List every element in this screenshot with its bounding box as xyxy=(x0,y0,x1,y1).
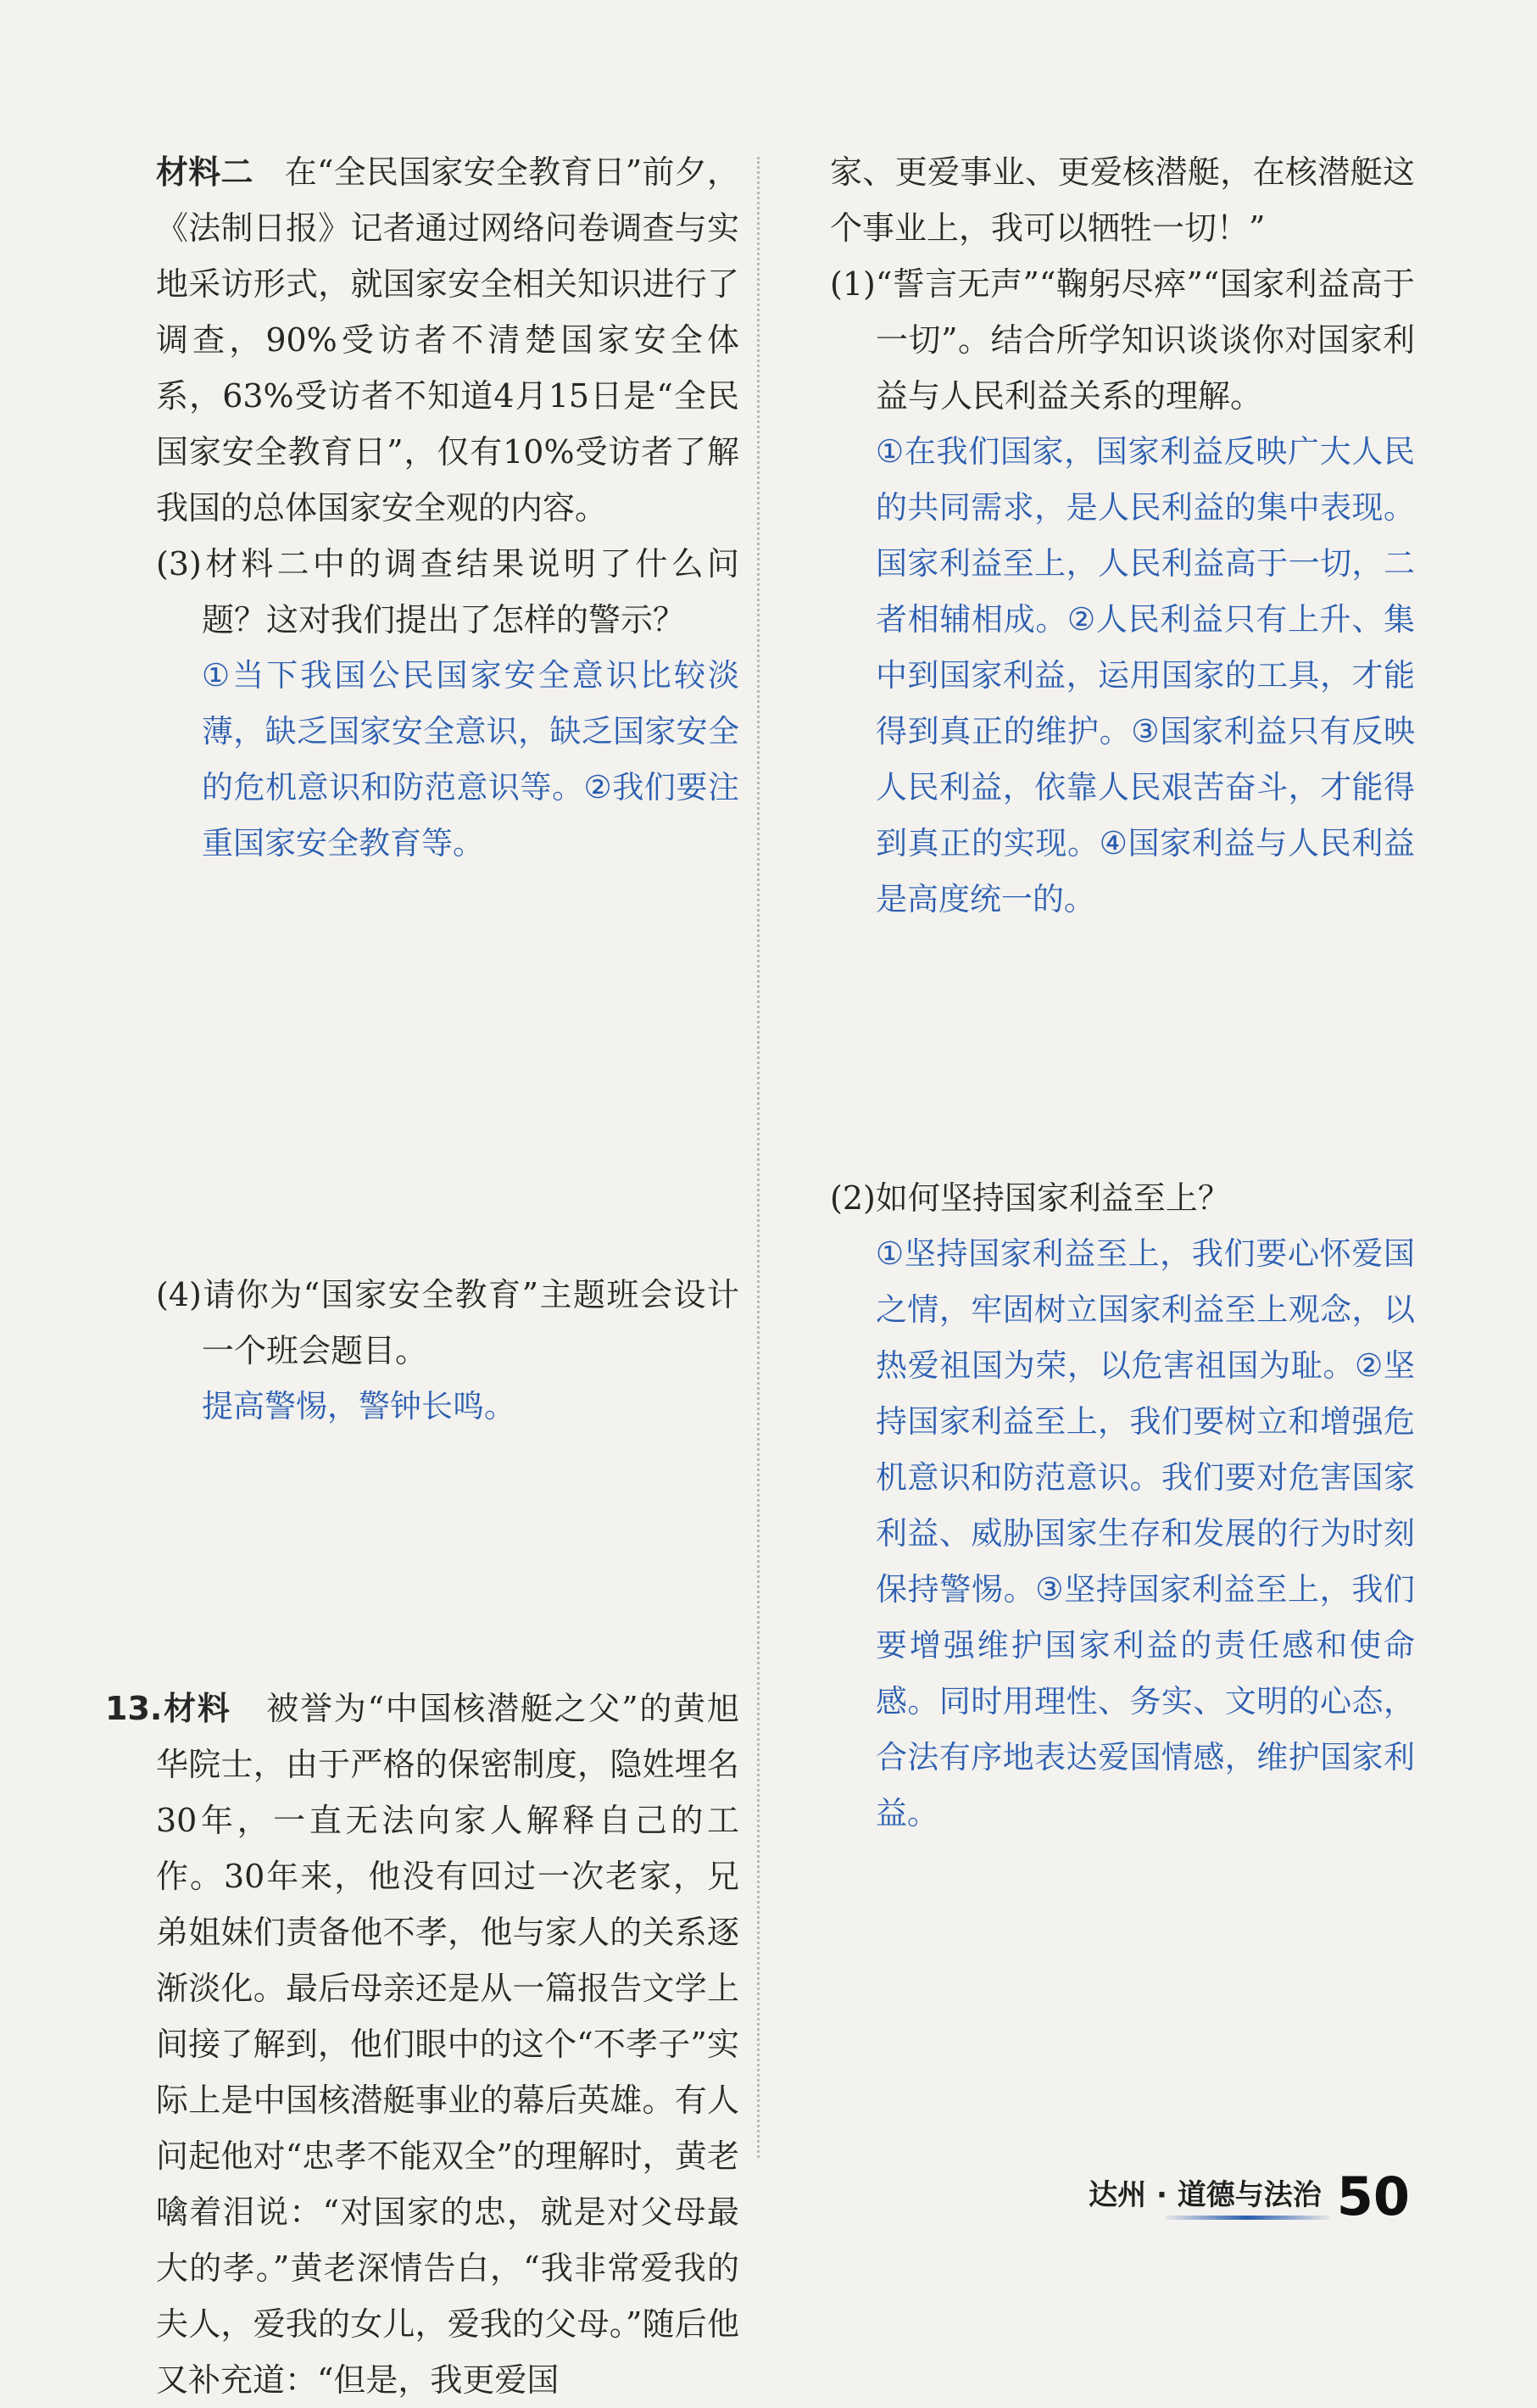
answer-4: 提高警惕，警钟长鸣。 xyxy=(202,1388,515,1424)
book-label: 达州 · 道德与法治 xyxy=(1089,2171,1322,2223)
column-divider xyxy=(757,157,760,2158)
question-13-text: 被誉为“中国核潜艇之父”的黄旭华院士，由于严格的保密制度，隐姓埋名30年，一直无法向家人解释自己的工作。30年来，他没有回过一次老家，兄弟姐妹们责备他不孝，他与家人的关系逐渐淡化。最后母亲还是从一篇报告文学上间接了解到，他们眼中的这个“不孝子”实际上是中国核潜艇事业的幕后英雄。有人问起他对“忠孝不能双全”的理解时，黄老噙着泪说：“对国家的忠，就是对父母最大的孝。”黄老深情告白，“我非常爱我的夫人，爱我的女儿，爱我的父母。”随后他又补充道：“但是，我更爱国 xyxy=(156,1690,739,2399)
page-number: 50 xyxy=(1336,2166,1410,2227)
material-2-paragraph xyxy=(156,144,739,536)
question-13-material xyxy=(105,1681,739,2408)
page-footer xyxy=(1089,2166,1410,2227)
question-13-number: 13. xyxy=(105,1690,163,1727)
material-continuation: 家、更爱事业、更爱核潜艇，在核潜艇这个事业上，我可以牺牲一切！” xyxy=(830,153,1415,247)
question-4: (4)请你为“国家安全教育”主题班会设计一个班会题目。 xyxy=(156,1276,739,1369)
question-3: (3)材料二中的调查结果说明了什么问题？这对我们提出了怎样的警示？ xyxy=(156,545,739,638)
question-1: (1)“誓言无声”“鞠躬尽瘁”“国家利益高于一切”。结合所学知识谈谈你对国家利益与人民利益关系的理解。 xyxy=(830,265,1415,415)
left-column xyxy=(105,144,739,2408)
question-13-label: 材料 xyxy=(162,1690,231,1727)
material-2-label: 材料二 xyxy=(156,153,253,191)
question-2: (2)如何坚持国家利益至上？ xyxy=(830,1179,1230,1217)
answer-1: ①在我们国家，国家利益反映广大人民的共同需求，是人民利益的集中表现。国家利益至上，人民利益高于一切，二者相辅相成。②人民利益只有上升、集中到国家利益，运用国家的工具，才能得到真正的维护。③国家利益只有反映人民利益，依靠人民艰苦奋斗，才能得到真正的实现。④国家利益与人民利益是高度统一的。 xyxy=(876,433,1415,917)
answer-2: ①坚持国家利益至上，我们要心怀爱国之情，牢固树立国家利益至上观念，以热爱祖国为荣，以危害祖国为耻。②坚持国家利益至上，我们要树立和增强危机意识和防范意识。我们要对危害国家利益、威胁国家生存和发展的行为时刻保持警惕。③坚持国家利益至上，我们要增强维护国家利益的责任感和使命感。同时用理性、务实、文明的心态，合法有序地表达爱国情感，维护国家利益。 xyxy=(876,1235,1415,1831)
answer-3: ①当下我国公民国家安全意识比较淡薄，缺乏国家安全意识，缺乏国家安全的危机意识和防范意识等。②我们要注重国家安全教育等。 xyxy=(202,657,739,861)
material-2-text: 在“全民国家安全教育日”前夕，《法制日报》记者通过网络问卷调查与实地采访形式，就国家安全相关知识进行了调查，90%受访者不清楚国家安全体系，63%受访者不知道4月15日是“全民国家安全教育日”，仅有10%受访者了解我国的总体国家安全观的内容。 xyxy=(156,153,739,527)
right-column xyxy=(830,144,1415,1842)
